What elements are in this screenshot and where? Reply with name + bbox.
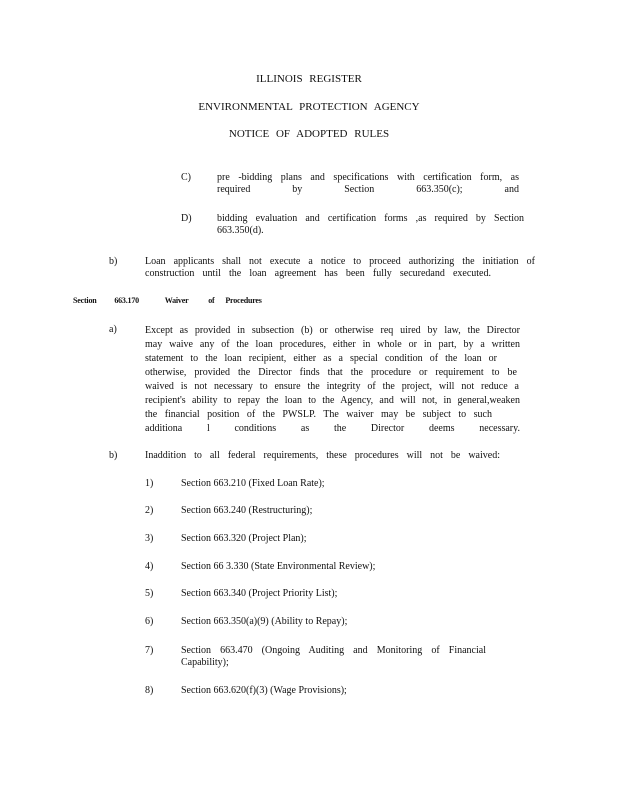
register-title: ILLINOIS REGISTER bbox=[256, 73, 362, 85]
para-a-line-2: may waive any of the loan procedures, either in whole or in part, by a written bbox=[145, 339, 520, 350]
para-b2-line-1: Inaddition to all federal requirements, these procedures will not be waived: bbox=[145, 450, 500, 461]
para-a-line-5: waived is not necessary to ensure the integrity of the project, will not reduce a bbox=[145, 381, 519, 392]
para-b1-label: b) bbox=[109, 256, 118, 267]
list-item-4-label: 4) bbox=[145, 561, 154, 572]
section-title-word-3: Procedures bbox=[225, 296, 262, 305]
para-a-line-4: otherwise, provided the Director finds that the procedure or requirement to be bbox=[145, 367, 517, 378]
list-item-6-label: 6) bbox=[145, 616, 154, 627]
para-b1-line-1: Loan applicants shall not execute a notice to proceed authorizing the initiation of bbox=[145, 256, 535, 267]
list-item-3-text: Section 663.320 (Project Plan); bbox=[181, 533, 307, 544]
section-title-word-2: of bbox=[208, 296, 215, 305]
list-item-1-text: Section 663.210 (Fixed Loan Rate); bbox=[181, 478, 325, 489]
item-c-text bbox=[217, 172, 519, 196]
notice-title: NOTICE OF ADOPTED RULES bbox=[228, 128, 390, 140]
para-b1-line-2: construction until the loan agreement has been fully securedand executed. bbox=[145, 268, 491, 279]
agency-name: ENVIRONMENTAL PROTECTION AGENCY bbox=[198, 101, 420, 113]
list-item-7-label: 7) bbox=[145, 645, 154, 656]
list-item-8-label: 8) bbox=[145, 685, 154, 696]
para-a-text bbox=[145, 324, 520, 436]
para-a-label: a) bbox=[109, 324, 117, 335]
list-item-8-text: Section 663.620(f)(3) (Wage Provisions); bbox=[181, 685, 347, 696]
item-d-line-2: 663.350(d). bbox=[217, 225, 264, 236]
section-title-word-1: Waiver bbox=[164, 296, 189, 305]
para-a-line-6: recipient's ability to repay the loan to the Agency, and will not, in general,weaken bbox=[145, 395, 520, 406]
list-item-7-text bbox=[181, 645, 486, 669]
para-b2-text bbox=[145, 450, 500, 462]
para-a-line-8: additiona l conditions as the Director deems necessary. bbox=[145, 423, 520, 434]
list-item-3-label: 3) bbox=[145, 533, 154, 544]
item-c-line-2: required by Section 663.350(c); and bbox=[217, 184, 519, 195]
item-c-line-1: pre -bidding plans and specifications with certification form, as bbox=[217, 172, 519, 183]
para-a-line-1: Except as provided in subsection (b) or otherwise req uired by law, the Director bbox=[145, 325, 520, 336]
section-label: Section bbox=[73, 296, 97, 305]
list-item-5-label: 5) bbox=[145, 588, 154, 599]
list-item-1-label: 1) bbox=[145, 478, 154, 489]
list-item-6-text: Section 663.350(a)(9) (Ability to Repay); bbox=[181, 616, 348, 627]
para-b1-text bbox=[145, 256, 535, 280]
para-a-line-7: the financial position of the PWSLP. The waiver may be subject to such bbox=[145, 409, 492, 420]
list-item-5-text: Section 663.340 (Project Priority List); bbox=[181, 588, 338, 599]
item-c-label: C) bbox=[181, 172, 191, 183]
para-a-line-3: statement to the loan recipient, either as a special condition of the loan or bbox=[145, 353, 497, 364]
item-d-line-1: bidding evaluation and certification forms ,as required by Section bbox=[217, 213, 524, 224]
section-heading bbox=[73, 296, 262, 306]
list-item-7-line-2: Capability); bbox=[181, 657, 229, 668]
list-item-2-text: Section 663.240 (Restructuring); bbox=[181, 505, 313, 516]
list-item-7-line-1: Section 663.470 (Ongoing Auditing and Monitoring of Financial bbox=[181, 645, 486, 656]
list-item-4-text: Section 66 3.330 (State Environmental Review); bbox=[181, 561, 376, 572]
section-number: 663.170 bbox=[114, 296, 139, 305]
list-item-2-label: 2) bbox=[145, 505, 154, 516]
item-d-text bbox=[217, 213, 524, 237]
para-b2-label: b) bbox=[109, 450, 118, 461]
item-d-label: D) bbox=[181, 213, 192, 224]
